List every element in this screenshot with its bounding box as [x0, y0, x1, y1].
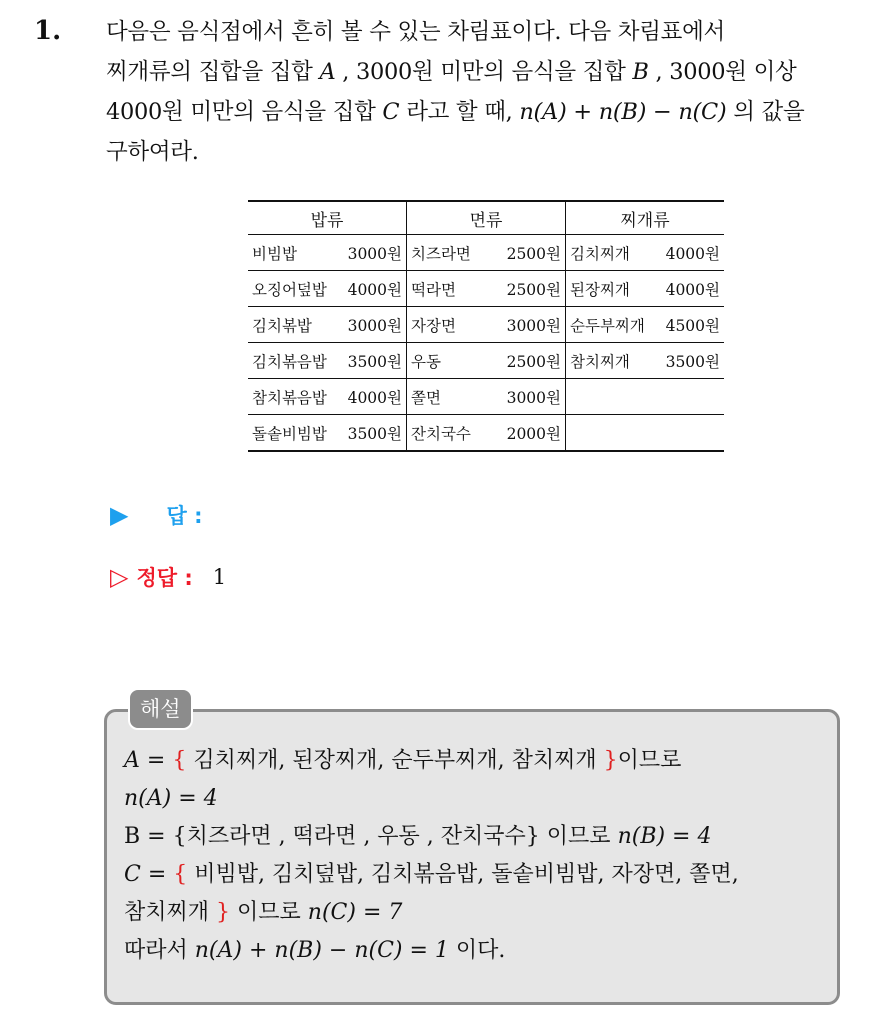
menu-item [411, 242, 561, 264]
menu-cell [407, 235, 566, 271]
sol-tail-5: 이므로 [237, 900, 301, 925]
menu-item [411, 278, 561, 300]
menu-cell [566, 343, 725, 379]
menu-item [252, 314, 402, 336]
sol-tail-3: 이므로 [546, 824, 611, 849]
menu-item-price: 2500원 [506, 352, 561, 371]
correct-answer-value: 1 [212, 565, 227, 589]
header-noodles: 면류 [407, 201, 566, 235]
menu-cell [248, 343, 407, 379]
problem-number: 1. [34, 16, 62, 46]
menu-item [570, 314, 720, 336]
menu-cell [566, 379, 725, 415]
problem-line-1: 다음은 음식점에서 흔히 볼 수 있는 차림표이다. 다음 차림표에서 [106, 19, 725, 45]
menu-item [252, 350, 402, 372]
menu-item [252, 386, 402, 408]
solution-line-6 [124, 932, 834, 970]
sol-nb: n(B) = 4 [617, 824, 712, 849]
solution-text [124, 742, 834, 970]
sol-close-brace-1: } [603, 748, 618, 773]
menu-cell [407, 343, 566, 379]
problem-line-2 [106, 52, 866, 92]
correct-answer-row [110, 562, 226, 592]
set-a-symbol: A [319, 59, 336, 85]
problem-line-3b: 라고 할 때, [406, 99, 513, 125]
menu-item [411, 350, 561, 372]
sol-tail-6: 이다. [455, 938, 506, 963]
menu-item-name: 김치볶밥 [252, 316, 312, 335]
menu-item-name: 참치찌개 [570, 352, 630, 371]
menu-item-price: 2500원 [506, 280, 561, 299]
menu-table [248, 200, 724, 452]
menu-item-name: 김치찌개 [570, 244, 630, 263]
menu-table-row [248, 343, 724, 379]
menu-table-row [248, 307, 724, 343]
solution-line-2: n(A) = 4 [124, 786, 218, 811]
menu-cell [248, 235, 407, 271]
problem-line-2b: , 3000원 미만의 음식을 집합 [342, 59, 626, 85]
sol-close-brace-2: } [216, 900, 231, 925]
menu-cell [248, 379, 407, 415]
menu-item-name: 참치볶음밥 [252, 388, 327, 407]
outline-triangle-icon: ▷ [110, 563, 129, 591]
menu-item-price: 4000원 [347, 280, 402, 299]
problem-line-3 [106, 92, 866, 132]
header-rice: 밥류 [248, 201, 407, 235]
menu-cell [407, 271, 566, 307]
problem-line-3c: 의 값을 [733, 99, 805, 125]
menu-cell [566, 235, 725, 271]
menu-table-header-row [248, 201, 724, 235]
correct-answer-label: 정답 : [136, 566, 193, 590]
menu-item-price: 3000원 [347, 316, 402, 335]
problem-line-3a: 4000원 미만의 음식을 집합 [106, 99, 376, 125]
menu-item [411, 314, 561, 336]
menu-table-row [248, 415, 724, 452]
problem-line-2a: 찌개류의 집합을 집합 [106, 59, 313, 85]
set-b-symbol: B [632, 59, 649, 85]
menu-item [252, 242, 402, 264]
menu-cell [566, 271, 725, 307]
menu-item [252, 422, 402, 444]
problem-line-2c: , 3000원 이상 [655, 59, 797, 85]
menu-item [570, 242, 720, 264]
menu-cell [248, 271, 407, 307]
sol-items-c-2: 참치찌개 [124, 900, 210, 925]
solution-line-1 [124, 742, 834, 780]
menu-cell [566, 307, 725, 343]
sol-items-a: 김치찌개, 된장찌개, 순두부찌개, 참치찌개 [193, 748, 597, 773]
menu-cell [407, 415, 566, 452]
menu-item-name: 된장찌개 [570, 280, 630, 299]
menu-item-price: 2000원 [506, 424, 561, 443]
menu-item-name: 잔치국수 [411, 424, 471, 443]
menu-item-price: 4000원 [347, 388, 402, 407]
menu-table-row [248, 271, 724, 307]
menu-cell [407, 307, 566, 343]
sol-set-c: C = [124, 862, 167, 887]
menu-item [570, 350, 720, 372]
menu-item-name: 김치볶음밥 [252, 352, 327, 371]
menu-item-price: 4000원 [665, 244, 720, 263]
menu-item-price: 3000원 [506, 388, 561, 407]
menu-item-price: 4000원 [665, 280, 720, 299]
answer-label: 답 : [166, 504, 203, 528]
menu-cell [248, 415, 407, 452]
play-triangle-icon: ▶ [110, 501, 129, 529]
menu-item-price: 3000원 [347, 244, 402, 263]
sol-open-brace-1: { [172, 748, 187, 773]
menu-item-price: 3500원 [665, 352, 720, 371]
set-c-symbol: C [382, 99, 400, 125]
menu-cell [407, 379, 566, 415]
solution-line-4 [124, 856, 834, 894]
menu-item-name: 우동 [411, 352, 441, 371]
menu-item-price: 3000원 [506, 316, 561, 335]
answer-row [110, 500, 202, 530]
sol-final-expr: n(A) + n(B) − n(C) = 1 [194, 938, 449, 963]
sol-open-brace-2: { [173, 862, 188, 887]
sol-set-a: A [124, 748, 140, 773]
sol-items-c-1: 비빔밥, 김치덮밥, 김치볶음밥, 돌솥비빔밥, 자장면, 쫄면, [194, 862, 739, 887]
menu-item [411, 422, 561, 444]
menu-item-name: 순두부찌개 [570, 316, 645, 335]
menu-table-body [248, 235, 724, 452]
sol-set-b: B = {치즈라면 , 떡라면 , 우동 , 잔치국수} [124, 824, 540, 849]
menu-item-name: 자장면 [411, 316, 456, 335]
menu-item-name: 비빔밥 [252, 244, 297, 263]
menu-item-price: 3500원 [347, 352, 402, 371]
menu-cell [248, 307, 407, 343]
menu-item-name: 돌솥비빔밥 [252, 424, 327, 443]
header-stew: 찌개류 [566, 201, 725, 235]
sol-nc: n(C) = 7 [307, 900, 403, 925]
problem-expression: n(A) + n(B) − n(C) [519, 99, 727, 125]
problem-text [106, 12, 866, 172]
menu-item [411, 386, 561, 408]
sol-tail-1: 이므로 [617, 748, 682, 773]
sol-therefore: 따라서 [124, 938, 188, 963]
solution-tab: 해설 [128, 688, 193, 730]
menu-item-name: 오징어덮밥 [252, 280, 327, 299]
menu-cell [566, 415, 725, 452]
menu-item-name: 쫄면 [411, 388, 441, 407]
menu-item-name: 치즈라면 [411, 244, 471, 263]
sol-eq-1: = [146, 748, 166, 773]
menu-item [252, 278, 402, 300]
menu-item-price: 3500원 [347, 424, 402, 443]
menu-table-row [248, 379, 724, 415]
menu-item [570, 278, 720, 300]
menu-table-row [248, 235, 724, 271]
problem-line-4: 구하여라. [106, 139, 199, 165]
menu-item-price: 2500원 [506, 244, 561, 263]
solution-line-3 [124, 818, 834, 856]
menu-item-price: 4500원 [665, 316, 720, 335]
menu-item-name: 떡라면 [411, 280, 456, 299]
solution-line-5 [124, 894, 834, 932]
